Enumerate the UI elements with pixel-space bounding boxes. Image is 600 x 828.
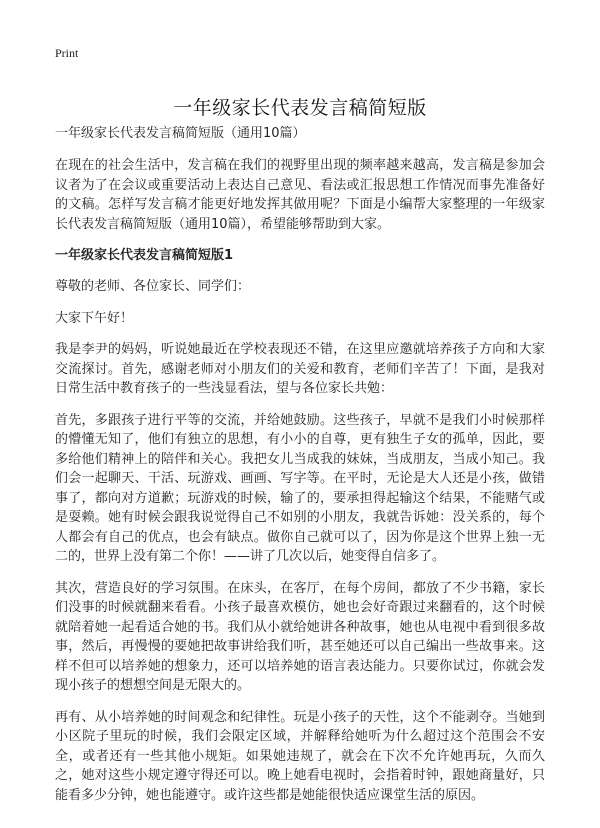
body-paragraph: 我是李尹的妈妈，听说她最近在学校表现还不错，在这里应邀就培养孩子方向和大家交流探讨。首先，感谢老师对小朋友们的关爱和教育，老师们辛苦了！下面，是我对日常生活中教育孩子的一些浅显看法，望与各位家长共勉： — [55, 342, 545, 396]
greeting: 大家下午好！ — [55, 310, 134, 326]
document-body — [55, 124, 545, 817]
intro-paragraph: 在现在的社会生活中，发言稿在我们的视野里出现的频率越来越高，发言稿是参加会议者为了在会议或重要活动上表达自己意见、看法或汇报思想工作情况而事先准备好的文稿。怎样写发言稿才能更好地发挥其做用呢？下面是小编帮大家整理的一年级家长代表发言稿简短版（通用10篇），希望能够帮助到大家。 — [55, 158, 545, 232]
body-paragraph: 首先，多跟孩子进行平等的交流，并给她鼓励。这些孩子，早就不是我们小时候那样的懵懂无知了，他们有独立的思想，有小小的自尊，更有独生子女的孤单，因此，要多给他们精神上的陪伴和关心。我把女儿当成我的妹妹，当成朋友，当成小知己。我们会一起聊天、干活、玩游戏、画画、写字等。在平时，无论是大人还是小孩，做错事了，都向对方道歉；玩游戏的时候，输了的，要承担得起输这个结果，不能赌气或是耍赖。她有时候会跟我说觉得自己不如别的小朋友，我就告诉她：没关系的，每个人都会有自己的优点，也会有缺点。做你自己就可以了，因为你是这个世界上独一无二的，世界上没有第二个你！——讲了几次以后，她变得自信多了。 — [55, 412, 545, 564]
document-title: 一年级家长代表发言稿简短版 — [173, 96, 427, 119]
document-subtitle: 一年级家长代表发言稿简短版（通用10篇） — [55, 126, 306, 141]
print-link[interactable]: Print — [55, 46, 79, 60]
section-heading: 一年级家长代表发言稿简短版1 — [55, 248, 234, 263]
body-paragraph: 其次，营造良好的学习氛围。在床头，在客厅，在每个房间，都放了不少书籍，家长们没事的时候就翻来看看。小孩子最喜欢模仿，她也会好奇跟过来翻看的，这个时候就陪着她一起看适合她的书。我们从小就给她讲各种故事，她也从电视中看到很多故事，然后，再慢慢的要她把故事讲给我们听，甚至她还可以自己编出一些故事来。这样不但可以培养她的想象力，还可以培养她的语言表达能力。只要你试过，你就会发现小孩子的想想空间是无限大的。 — [55, 580, 545, 693]
body-paragraph: 再有、从小培养她的时间观念和纪律性。玩是小孩子的天性，这个不能剥夺。当她到小区院子里玩的时候，我们会限定区域，并解释给她听为什么超过这个范围会不安全，或者还有一些其他小规矩。如果她违规了，就会在下次不允许她再玩，久而久之，她对这些小规定遵守得还可以。晚上她看电视时，会指着时钟，跟她商量好，只能看多少分钟，她也能遵守。或许这些都是她能很快适应课堂生活的原因。 — [55, 709, 545, 803]
salutation: 尊敬的老师、各位家长、同学们： — [55, 279, 251, 294]
